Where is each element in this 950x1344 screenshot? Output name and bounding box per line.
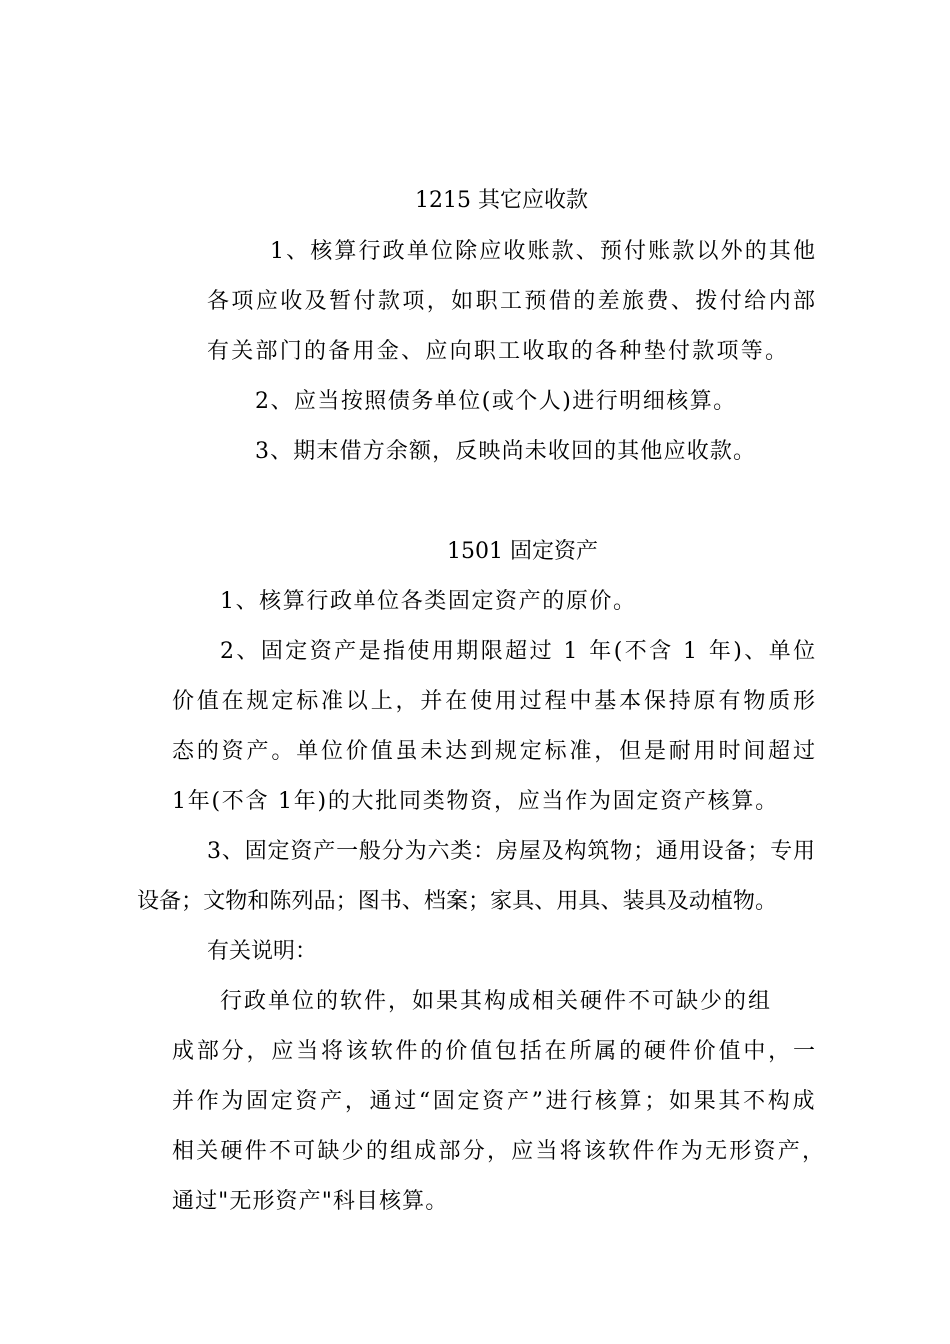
paragraph-line: 1、核算行政单位各类固定资产的原价。 (220, 589, 637, 614)
paragraph-line: 相关硬件不可缺少的组成部分，应当将该软件作为无形资产， (172, 1139, 827, 1164)
paragraph-line: 3、固定资产一般分为六类：房屋及构筑物；通用设备；专用 (207, 839, 816, 864)
paragraph-line: 有关部门的备用金、应向职工收取的各种垫付款项等。 (207, 339, 790, 364)
paragraph-line: 价值在规定标准以上，并在使用过程中基本保持原有物质形 (172, 689, 818, 714)
paragraph-line: 1、核算行政单位除应收账款、预付账款以外的其他 (270, 239, 818, 264)
paragraph-line: 各项应收及暂付款项，如职工预借的差旅费、拨付给内部 (207, 289, 818, 314)
notes-label: 有关说明： (207, 939, 318, 964)
paragraph-line: 设备；文物和陈列品；图书、档案；家具、用具、装具及动植物。 (137, 889, 778, 914)
section-heading-other-receivables: 1215 其它应收款 (415, 188, 588, 213)
paragraph-line: 3、期末借方余额，反映尚未收回的其他应收款。 (255, 439, 757, 464)
section-heading-fixed-assets: 1501 固定资产 (447, 539, 598, 564)
paragraph-line: 通过"无形资产"科目核算。 (172, 1189, 449, 1214)
paragraph-line: 2、应当按照债务单位(或个人)进行明细核算。 (255, 389, 737, 414)
paragraph-line: 成部分，应当将该软件的价值包括在所属的硬件价值中，一 (172, 1039, 818, 1064)
paragraph-line: 并作为固定资产，通过“固定资产”进行核算；如果其不构成 (172, 1089, 818, 1114)
paragraph-line: 行政单位的软件，如果其构成相关硬件不可缺少的组 (220, 989, 773, 1014)
paragraph-line: 1年(不含 1年)的大批同类物资，应当作为固定资产核算。 (172, 789, 779, 814)
paragraph-line: 2、固定资产是指使用期限超过 1 年(不含 1 年)、单位 (220, 639, 818, 664)
paragraph-line: 态的资产。单位价值虽未达到规定标准，但是耐用时间超过 (172, 739, 818, 764)
